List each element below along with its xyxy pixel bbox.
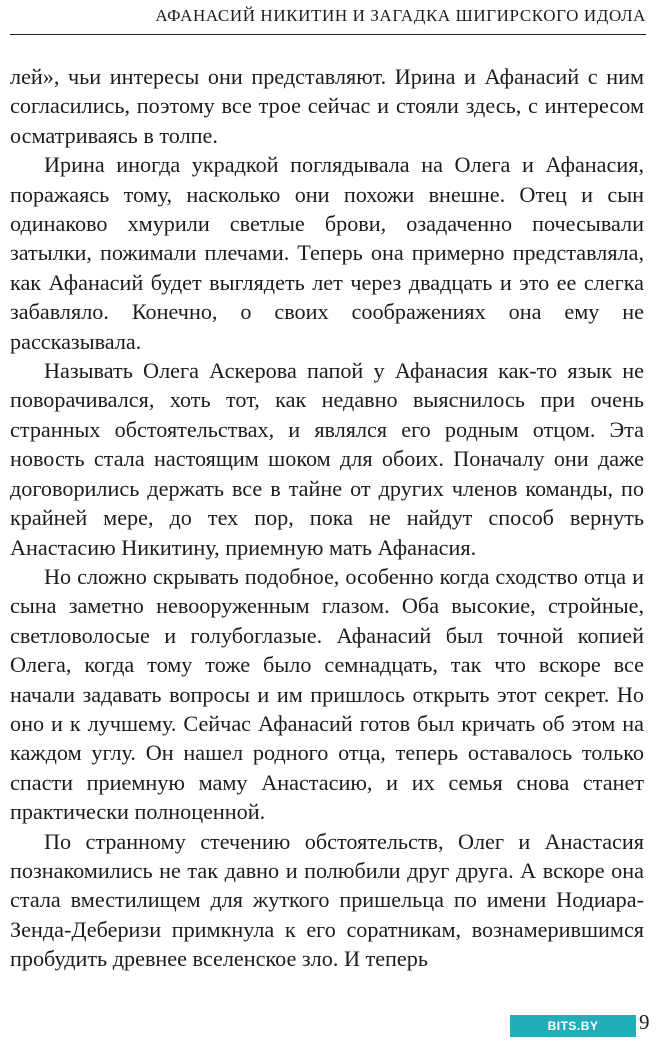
paragraph-4: Но сложно скрывать подобное, особенно когда сходство отца и сына заметно невооруженным глазом. Оба высокие, стройные, светловолосые и голубоглазые. Афанасий был точной копией Олега, когда тому тоже было семнадцать, так что вскоре все начали задавать вопросы и им пришлось открыть этот секрет. Но оно и к лучшему. Сейчас Афанасий готов был кричать об этом на каждом углу. Он нашел родного отца, теперь оставалось только спасти приемную маму Анастасию, и их семья снова станет практически полноценной. — [10, 563, 644, 825]
page-number: 9 — [639, 1010, 650, 1034]
paragraph-5: По странному стечению обстоятельств, Олег и Анастасия познакомились не так давно и полюбили друг друга. А вскоре она стала вместилищем для жуткого пришельца по имени Нодиара-Зенда-Деберизи примкнула к его соратникам, вознамерившимся пробудить древнее вселенское зло. И теперь — [10, 828, 644, 972]
footer-logo: BITS.BY — [547, 1019, 599, 1033]
footer-logo-bar — [510, 1015, 636, 1037]
paragraph-1: лей», чьи интересы они представляют. Ирина и Афанасий с ним согласились, поэтому все трое сейчас и стояли здесь, с интересом осматриваясь в толпе. — [10, 64, 644, 148]
paragraph-2: Ирина иногда украдкой поглядывала на Олега и Афанасия, поражаясь тому, насколько они похожи внешне. Отец и сын одинаково хмурили светлые брови, озадаченно почесывали затылки, пожимали плечами. Теперь она примерно представляла, как Афанасий будет выглядеть лет через двадцать и это ее слегка забавляло. Конечно, о своих соображениях она ему не рассказывала. — [10, 152, 644, 354]
running-head: АФАНАСИЙ НИКИТИН И ЗАГАДКА ШИГИРСКОГО ИДОЛА — [155, 6, 646, 25]
paragraph-3: Называть Олега Аскерова папой у Афанасия как-то язык не поворачивался, хоть тот, как недавно выяснилось при очень странных обстоятельствах, и являлся его родным отцом. Эта новость стала настоящим шоком для обоих. Поначалу они даже договорились держать все в тайне от других членов команды, по крайней мере, до тех пор, пока не найдут способ вернуть Анастасию Никитину, приемную мать Афанасия. — [10, 358, 644, 560]
body-text — [10, 62, 644, 974]
header-rule — [10, 34, 646, 35]
